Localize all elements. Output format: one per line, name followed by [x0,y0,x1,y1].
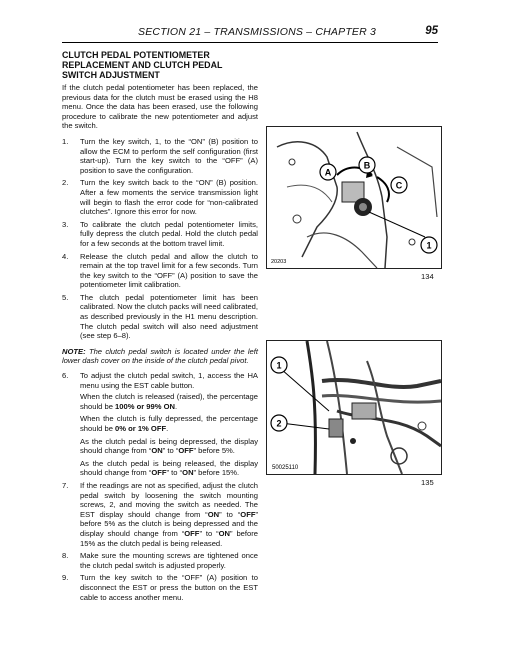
callout-c: C [395,180,403,191]
sub-paragraph: When the clutch is fully depressed, the percentage should be 0% or 1% OFF. [80,414,258,433]
callout-2: 2 [276,418,282,429]
figure-number: 134 [421,272,434,281]
step-text: The clutch pedal potentiometer limit has been calibrated. Now the clutch packs will need calibrated, as described previously in the H1 menu description. The clutch pedal switch will also need adjustment (see step 6–8). [80,292,258,341]
step-text: Turn the key switch to the “OFF” (A) position to disconnect the EST or press the button on the EST cable to access another menu. [80,573,258,602]
step-item [62,573,258,602]
step-text: To calibrate the clutch pedal potentiometer limits, fully depress the clutch pedal. Hold the clutch pedal for a few seconds at the bottom travel limit. [80,219,258,248]
step-number: 7. [62,480,69,490]
step-item [62,178,258,216]
page-header [62,26,438,43]
figure-2-illustration [267,341,441,474]
callout-a: A [324,167,332,178]
sub-paragraph: As the clutch pedal is being released, the display should change from “OFF” to “ON” before 15%. [80,458,258,478]
step-item [62,371,258,478]
note-paragraph [62,347,258,366]
callout-b: B [363,160,371,171]
step-number: 6. [62,371,69,381]
steps-list-a [62,137,258,341]
section-title: SECTION 21 – TRANSMISSIONS – CHAPTER 3 [138,26,377,38]
note-label: NOTE: [62,346,86,356]
step-number: 5. [62,292,69,302]
step-item [62,551,258,570]
title-line: REPLACEMENT AND CLUTCH PEDAL [62,60,223,70]
step-item: 7. If the readings are not as specified, adjust the clutch pedal switch by loosening the switch mounting screws, 2, and moving the switch as needed. The EST display should change from “ON” to “OFF” before 5% as the clutch is being depressed and the display should change from “OFF” to “ON” before 15% as the clutch pedal is being released. [62,480,258,548]
steps-list-b [62,371,258,602]
step-item [62,252,258,290]
step-number: 1. [62,136,69,146]
title-line: CLUTCH PEDAL POTENTIOMETER [62,50,210,60]
sub-paragraph: As the clutch pedal is being depressed, the display should change from “ON” to “OFF” before 5%. [80,436,258,456]
step-text: Make sure the mounting screws are tightened once the clutch pedal switch is adjusted properly. [80,551,258,570]
figure-number: 135 [421,478,434,487]
step-item [62,293,258,341]
figure-key-switch-photo [266,126,442,269]
callout-1: 1 [276,360,282,371]
figure-1-illustration [267,127,441,268]
sub-paragraph: When the clutch is released (raised), the percentage should be 100% or 99% ON. [80,392,258,411]
step-number: 9. [62,573,69,583]
step-number: 4. [62,251,69,261]
note-text: The clutch pedal switch is located under the left lower dash cover on the inside of the clutch pedal pivot. [62,346,258,366]
figure-clutch-switch-photo [266,340,442,475]
page-number: 95 [425,25,438,37]
callout-1: 1 [426,240,432,251]
step-number: 8. [62,551,69,561]
step-text: Turn the key switch, 1, to the “ON” (B) position to allow the ECM to perform the self configuration (first start-up). Turn the key switch to the “OFF” (A) position to save the configuration. [80,136,258,175]
intro-paragraph: If the clutch pedal potentiometer has been replaced, the previous data for the clutch must be erased using the H8 menu. Once the data has been erased, use the following procedure to calibrate the new potentiometer and adjust the switch. [62,83,258,131]
step-item [62,220,258,249]
step-number: 3. [62,219,69,229]
text-column [62,50,258,605]
title-line: SWITCH ADJUSTMENT [62,70,160,80]
step-item [62,137,258,175]
step-text: To adjust the clutch pedal switch, 1, access the HA menu using the EST cable button. [80,371,258,390]
figure-code: 20203 [271,259,287,265]
step-text: Release the clutch pedal and allow the clutch to remain at the top travel limit for a few seconds. Turn the key switch to the “OFF” (A) position to save the potentiometer limit calibration. [80,251,258,290]
step-number: 2. [62,178,69,188]
step-text: Turn the key switch back to the “ON” (B) position. After a few moments the service transmission light will begin to flash the error code for “non-calibrated clutches”. Ignore this error for now. [80,178,258,217]
procedure-title [62,50,258,80]
figure-code: 50025110 [272,465,299,471]
